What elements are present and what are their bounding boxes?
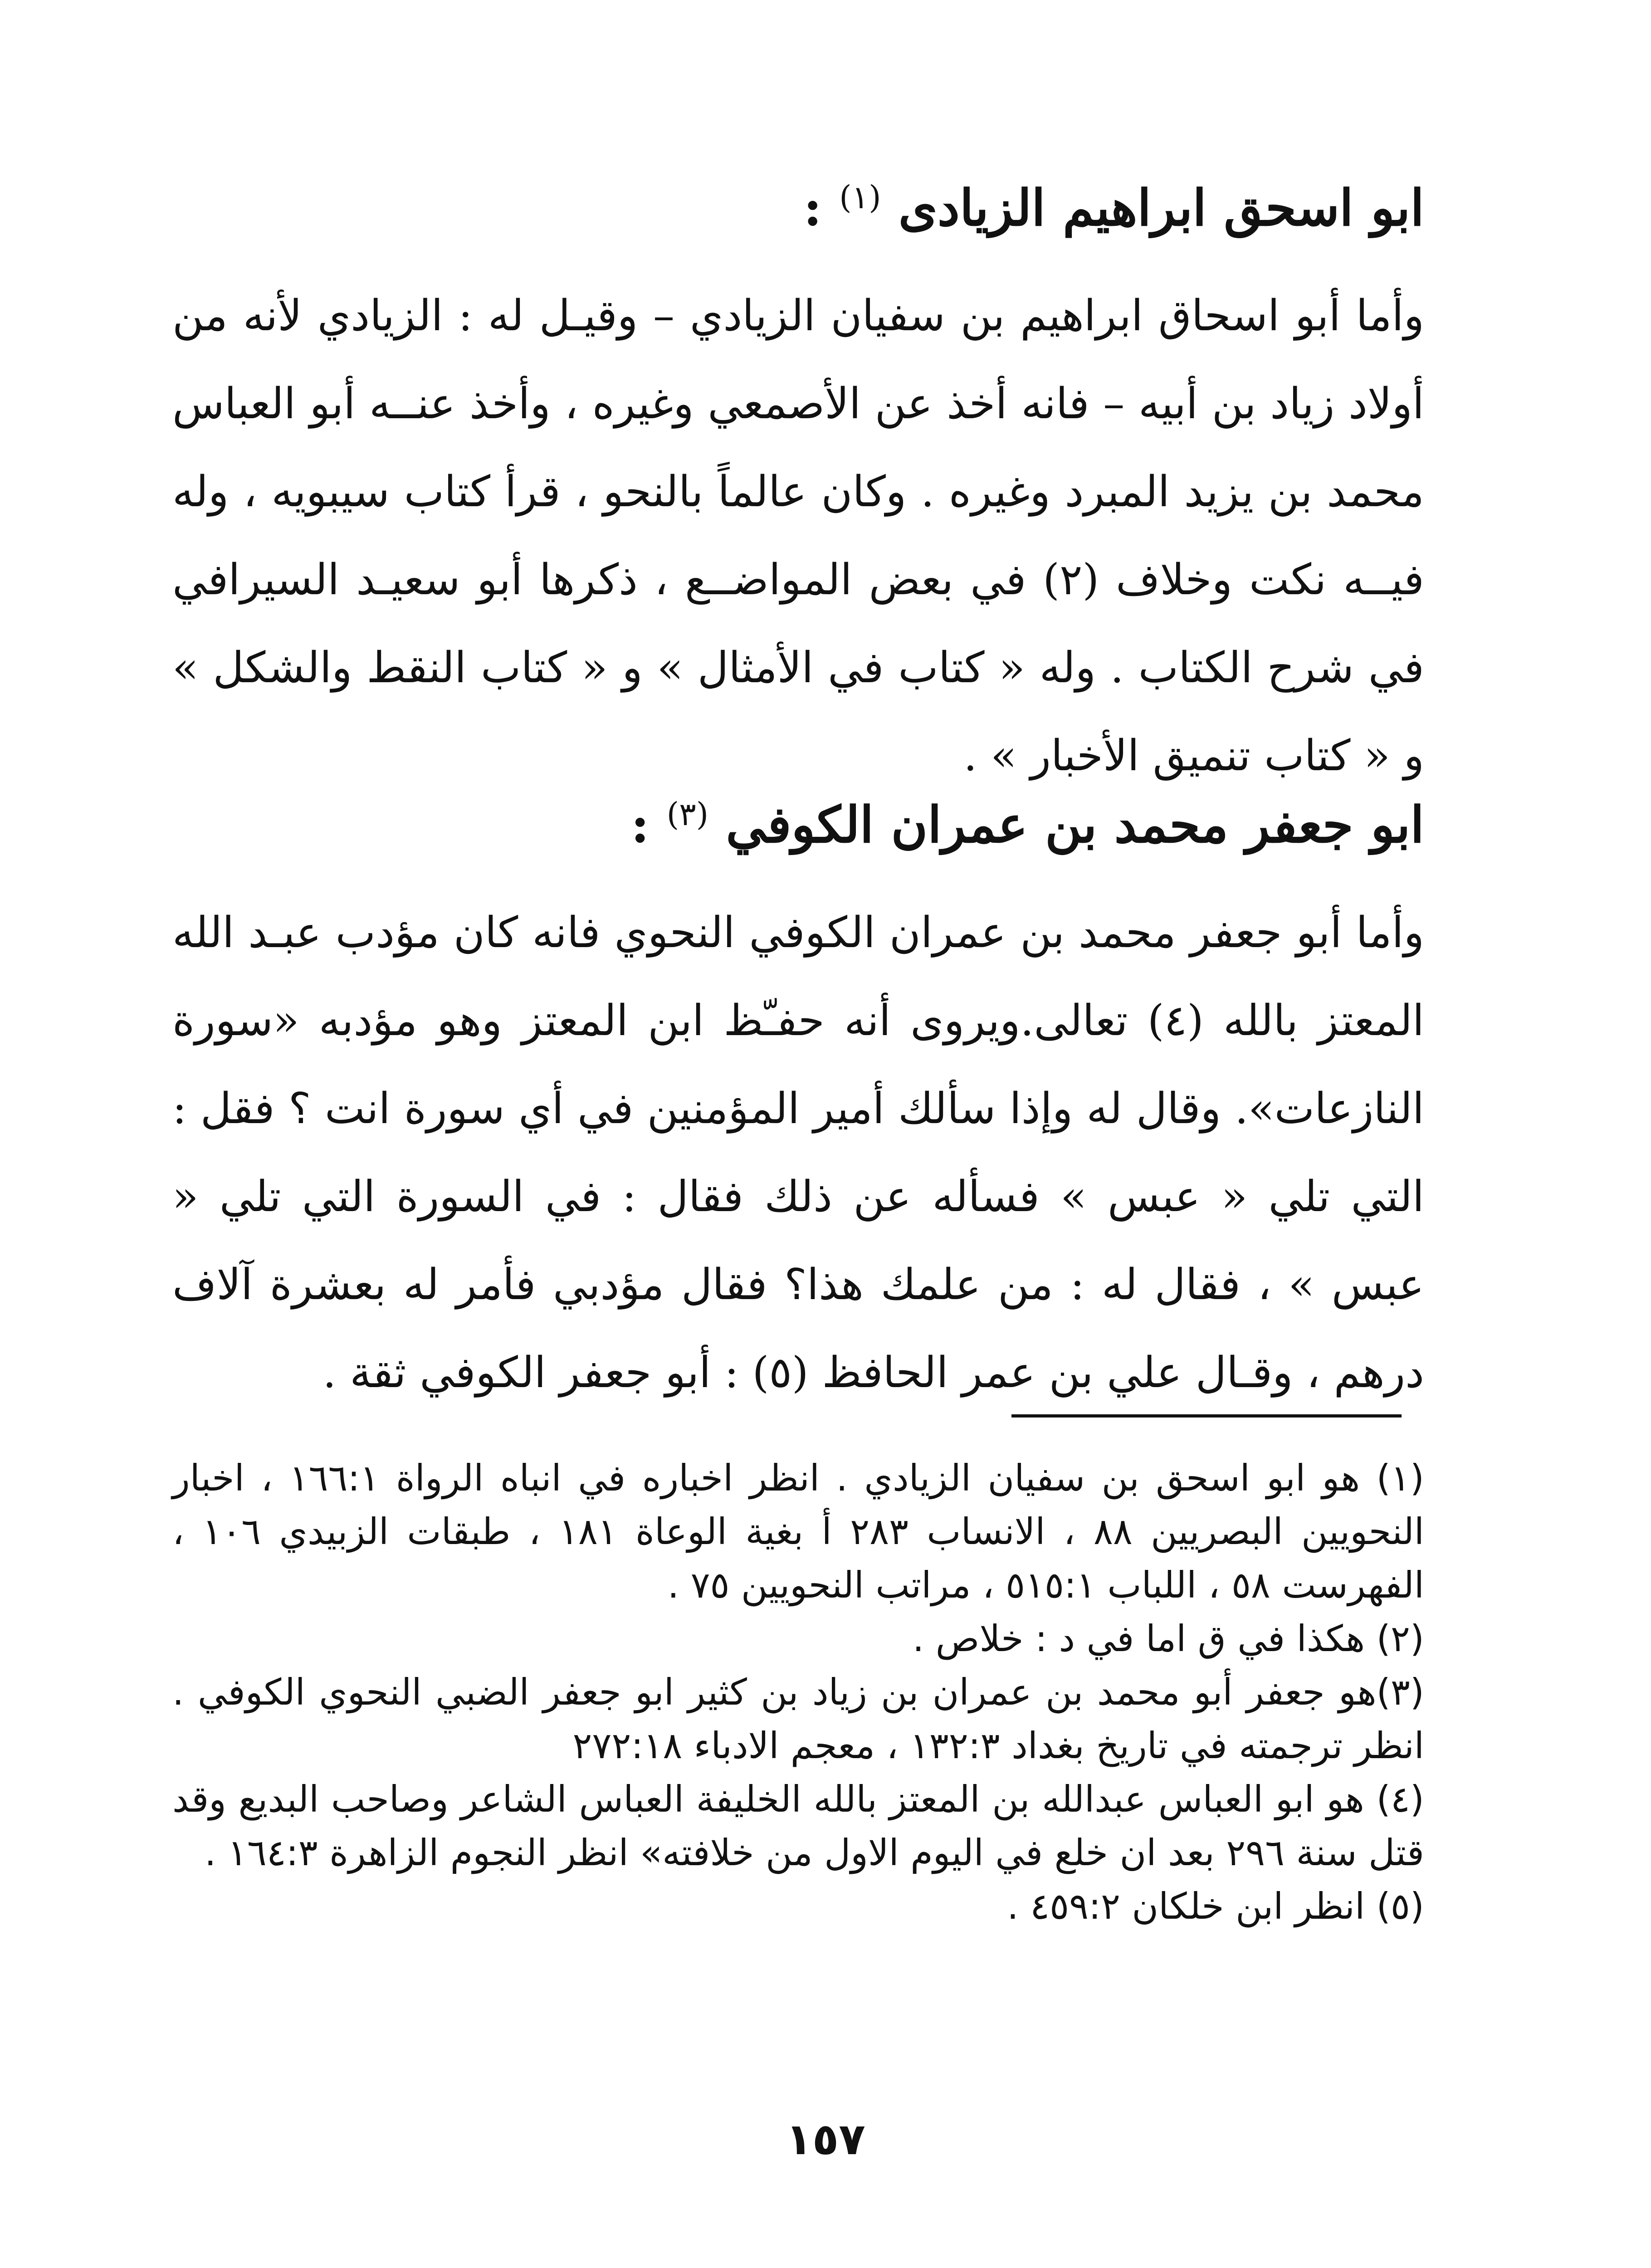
entry-heading-kufi	[172, 780, 1424, 859]
heading-colon: :	[630, 795, 650, 854]
entry-heading-text: ابو اسحق ابراهيم الزيادى	[898, 178, 1424, 237]
footnote-2: (٢) هكذا في ق اما في د : خلاص .	[912, 1618, 1424, 1660]
footnotes-block	[172, 1452, 1424, 1933]
heading-colon: :	[803, 178, 822, 237]
footnote-1: (١) هو ابو اسحق بن سفيان الزيادي . انظر اخباره في انباه الرواة ١٦٦:١ ، اخبار النحويين البصريين ٨٨ ، الانساب ٢٨٣ أ بغية الوعاة ١٨١ ، طبقات الزبيدي ١٠٦ ، الفهرست ٥٨ ، اللباب ٥١٥:١ ، مراتب النحويين ٧٥ .	[172, 1457, 1425, 1606]
entry-paragraph: وأما أبو جعفر محمد بن عمران الكوفي النحوي فانه كان مؤدب عبـد الله المعتز بالله (٤) تعالى.ويروى أنه حفـّظ ابن المعتز وهو مؤدبه «سورة النازعات». وقال له وإذا سألك أمير المؤمنين في أي سورة انت ؟ فقل : التي تلي « عبس » فسأله عن ذلك فقال : في السورة التي تلي « عبس » ، فقال له : من علمك هذا؟ فقال مؤدبي فأمر له بعشرة آلاف درهم ، وقـال علي بن عمر الحافظ (٥) : أبو جعفر الكوفي ثقة .	[172, 908, 1425, 1398]
entry-heading-text: ابو جعفر محمد بن عمران الكوفي	[726, 795, 1424, 854]
footnote-5: (٥) انظر ابن خلكان ٤٥٩:٢ .	[1007, 1885, 1424, 1927]
footnote-3: (٣)هو جعفر أبو محمد بن عمران بن زياد بن كثير ابو جعفر الضبي النحوي الكوفي . انظر ترجمته في تاريخ بغداد ١٣٢:٣ ، معجم الادباء ٢٧٢:١٨	[172, 1671, 1424, 1767]
page-number: ١٥٧	[786, 2114, 865, 2165]
entry-body-zayadi	[172, 272, 1424, 800]
entry-body-kufi	[172, 889, 1424, 1417]
entry-paragraph: وأما أبو اسحاق ابراهيم بن سفيان الزيادي – وقيـل له : الزيادي لأنه من أولاد زياد بن أبيه – فانه أخذ عن الأصمعي وغيره ، وأخذ عنــه أبو العباس محمد بن يزيد المبرد وغيره . وكان عالماً بالنحو ، قرأ كتاب سيبويه ، وله فيــه نكت وخلاف (٢) في بعض المواضــع ، ذكرها أبو سعيـد السيرافي في شرح الكتاب . وله « كتاب في الأمثال » و « كتاب النقط والشكل » و « كتاب تنميق الأخبار » .	[172, 291, 1424, 781]
footnote-marker: (٣)	[666, 796, 709, 833]
footnote-4: (٤) هو ابو العباس عبدالله بن المعتز بالله الخليفة العباس الشاعر وصاحب البديع وقد قتل سنة ٢٩٦ بعد ان خلع في اليوم الاول من خلافته» انظر النجوم الزاهرة ١٦٤:٣ .	[172, 1778, 1424, 1874]
entry-heading-zayadi	[172, 163, 1424, 242]
footnote-marker: (١)	[839, 179, 881, 216]
footnote-separator	[1011, 1414, 1402, 1418]
